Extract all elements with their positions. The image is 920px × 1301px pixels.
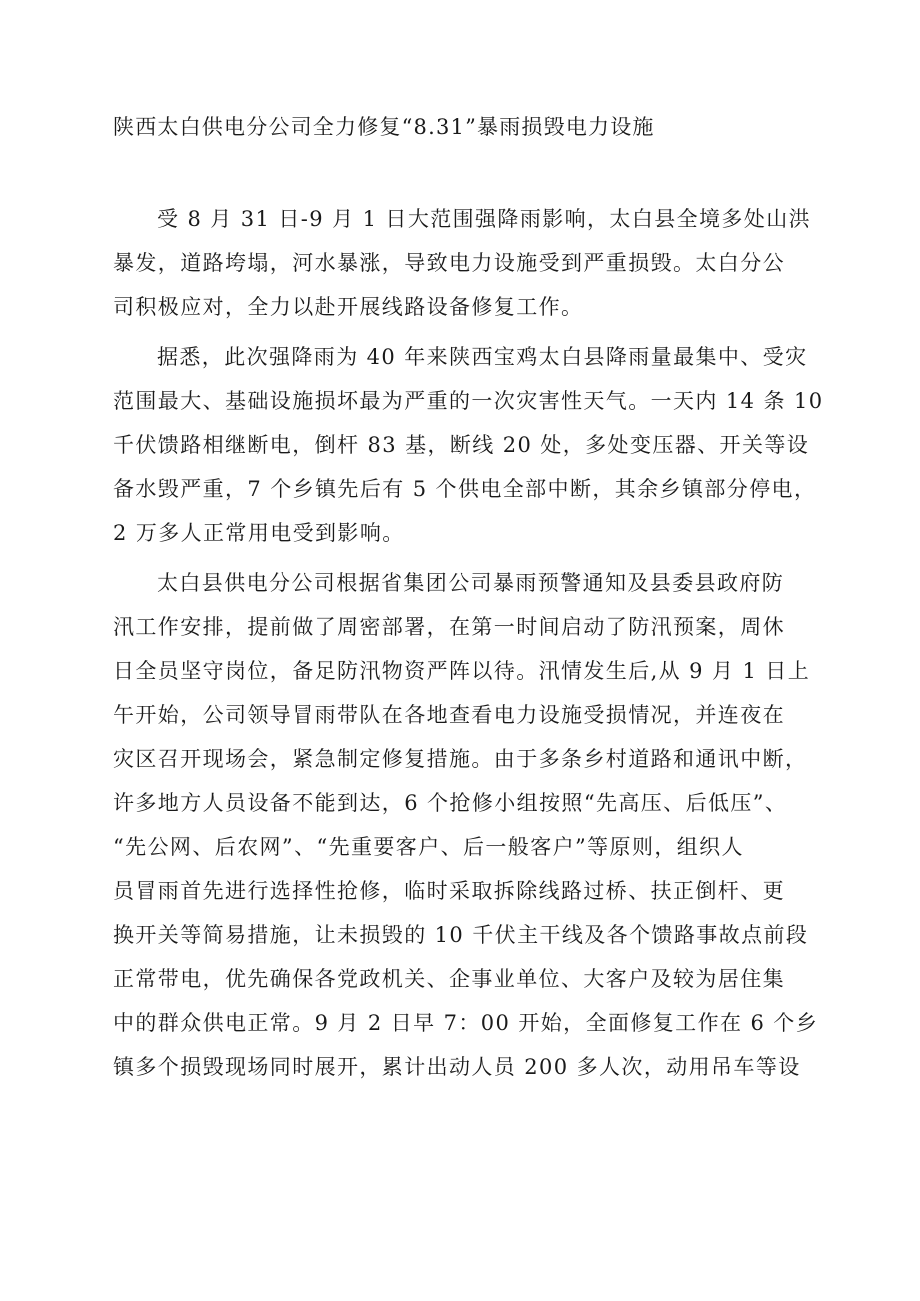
paragraph-line: 日全员坚守岗位，备足防汛物资严阵以待。汛情发生后,从 9 月 1 日上 xyxy=(113,659,811,683)
paragraph-line: 暴发，道路垮塌，河水暴涨，导致电力设施受到严重损毁。太白分公 xyxy=(113,251,785,275)
paragraph-line: 换开关等简易措施，让未损毁的 10 千伏主干线及各个馈路事故点前段 xyxy=(113,923,809,947)
paragraph-line: 正常带电，优先确保各党政机关、企事业单位、大客户及较为居住集 xyxy=(113,967,785,991)
paragraph-2 xyxy=(113,335,824,555)
paragraph-line: 中的群众供电正常。9 月 2 日早 7：00 开始，全面修复工作在 6 个乡 xyxy=(113,1011,819,1035)
paragraph-line: 灾区召开现场会，紧急制定修复措施。由于多条乡村道路和通讯中断， xyxy=(113,747,808,771)
paragraph-3 xyxy=(113,561,819,1089)
paragraph-1 xyxy=(113,197,812,329)
paragraph-line: 受 8 月 31 日-9 月 1 日大范围强降雨影响，太白县全境多处山洪 xyxy=(157,207,812,231)
document-title: 陕西太白供电分公司全力修复“8.31”暴雨损毁电力设施 xyxy=(113,115,655,139)
paragraph-line: 据悉，此次强降雨为 40 年来陕西宝鸡太白县降雨量最集中、受灾 xyxy=(157,345,808,369)
paragraph-line: 范围最大、基础设施损坏最为严重的一次灾害性天气。一天内 14 条 10 xyxy=(113,389,824,413)
paragraph-line: 2 万多人正常用电受到影响。 xyxy=(113,521,405,545)
document-body xyxy=(113,197,824,1089)
paragraph-line: 千伏馈路相继断电，倒杆 83 基，断线 20 处，多处变压器、开关等设 xyxy=(113,433,810,457)
paragraph-line: 镇多个损毁现场同时展开，累计出动人员 200 多人次，动用吊车等设 xyxy=(113,1055,801,1079)
paragraph-line: 汛工作安排，提前做了周密部署，在第一时间启动了防汛预案，周休 xyxy=(113,615,785,639)
paragraph-line: 备水毁严重，7 个乡镇先后有 5 个供电全部中断，其余乡镇部分停电， xyxy=(113,477,817,501)
paragraph-line: 许多地方人员设备不能到达，6 个抢修小组按照“先高压、后低压”、 xyxy=(113,791,788,815)
paragraph-line: 太白县供电分公司根据省集团公司暴雨预警通知及县委县政府防 xyxy=(157,571,785,595)
paragraph-line: 午开始，公司领导冒雨带队在各地查看电力设施受损情况，并连夜在 xyxy=(113,703,785,727)
paragraph-line: 司积极应对，全力以赴开展线路设备修复工作。 xyxy=(113,295,584,319)
paragraph-line: “先公网、后农网”、“先重要客户、后一般客户”等原则，组织人 xyxy=(113,835,744,859)
paragraph-line: 员冒雨首先进行选择性抢修，临时采取拆除线路过桥、扶正倒杆、更 xyxy=(113,879,785,903)
